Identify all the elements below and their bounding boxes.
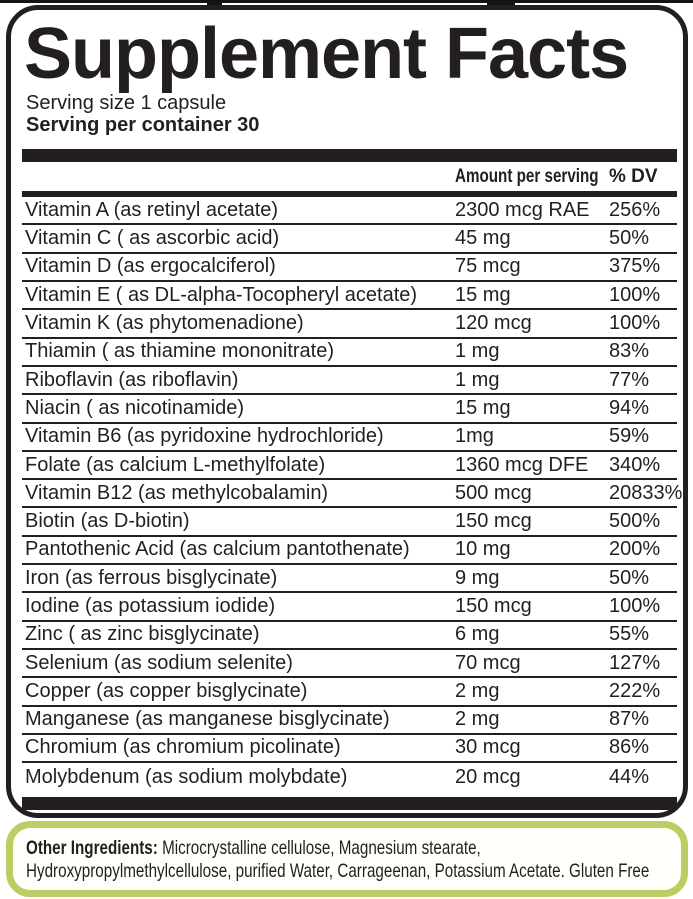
nutrient-dv: 100% <box>609 312 661 335</box>
column-header-dv: % DV <box>609 165 658 187</box>
nutrient-dv: 100% <box>609 283 661 306</box>
nutrient-name: Pantothenic Acid (as calcium pantothenate) <box>25 538 410 561</box>
nutrient-amount: 6 mg <box>455 623 500 646</box>
nutrient-dv: 50% <box>609 566 650 589</box>
nutrient-name: Selenium (as sodium selenite) <box>25 651 293 674</box>
nutrient-name: Chromium (as chromium picolinate) <box>25 736 341 759</box>
nutrient-dv: 59% <box>609 425 650 448</box>
nutrient-name: Vitamin K (as phytomenadione) <box>25 312 304 335</box>
nutrient-name: Folate (as calcium L-methylfolate) <box>25 453 326 476</box>
divider-thick-top <box>22 149 677 162</box>
nutrient-amount: 2 mg <box>455 679 500 702</box>
panel-title: Supplement Facts <box>24 14 629 94</box>
nutrient-name: Vitamin A (as retinyl acetate) <box>25 198 279 221</box>
nutrient-row <box>22 254 677 282</box>
nutrient-amount: 30 mcg <box>455 736 521 759</box>
nutrient-row <box>22 424 677 452</box>
nutrient-dv: 222% <box>609 679 661 702</box>
nutrient-dv: 87% <box>609 708 650 731</box>
other-ingredients-line1: Microcrystalline cellulose, Magnesium stearate, <box>157 837 481 859</box>
nutrient-name: Iron (as ferrous bisglycinate) <box>25 566 278 589</box>
other-ingredients-heading: Other Ingredients: <box>26 837 158 859</box>
nutrient-name: Vitamin B6 (as pyridoxine hydrochloride) <box>25 425 384 448</box>
divider-thick-bottom <box>22 797 677 810</box>
nutrient-amount: 10 mg <box>455 538 511 561</box>
serving-size-text: Serving size 1 capsule <box>26 92 227 114</box>
nutrient-name: Riboflavin (as riboflavin) <box>25 368 239 391</box>
nutrient-name: Niacin ( as nicotinamide) <box>25 396 244 419</box>
nutrient-amount: 1 mg <box>455 368 500 391</box>
nutrient-dv: 256% <box>609 198 661 221</box>
nutrient-amount: 500 mcg <box>455 481 532 504</box>
nutrient-name: Copper (as copper bisglycinate) <box>25 679 308 702</box>
sheet-edge-line <box>0 0 693 3</box>
nutrient-row <box>22 763 677 791</box>
nutrient-row <box>22 678 677 706</box>
nutrient-dv: 500% <box>609 510 661 533</box>
nutrient-amount: 15 mg <box>455 396 511 419</box>
nutrient-amount: 120 mcg <box>455 312 532 335</box>
nutrient-name: Vitamin D (as ergocalciferol) <box>25 255 276 278</box>
nutrient-amount: 2 mg <box>455 708 500 731</box>
nutrient-row <box>22 622 677 650</box>
nutrient-name: Vitamin E ( as DL-alpha-Tocopheryl acetate) <box>25 283 418 306</box>
nutrient-amount: 15 mg <box>455 283 511 306</box>
nutrient-name: Vitamin B12 (as methylcobalamin) <box>25 481 329 504</box>
nutrient-row <box>22 565 677 593</box>
nutrient-dv: 55% <box>609 623 650 646</box>
nutrient-name: Molybdenum (as sodium molybdate) <box>25 765 348 788</box>
nutrient-row <box>22 339 677 367</box>
nutrient-dv: 44% <box>609 765 650 788</box>
nutrient-amount: 20 mcg <box>455 765 521 788</box>
nutrient-dv: 77% <box>609 368 650 391</box>
nutrient-row <box>22 282 677 310</box>
nutrient-dv: 100% <box>609 594 661 617</box>
nutrient-dv: 20833% <box>609 481 683 504</box>
nutrient-amount: 9 mg <box>455 566 500 589</box>
nutrient-name: Manganese (as manganese bisglycinate) <box>25 708 390 731</box>
nutrient-amount: 45 mg <box>455 227 511 250</box>
facts-rows <box>22 197 683 791</box>
nutrient-dv: 200% <box>609 538 661 561</box>
column-header-row <box>22 162 677 191</box>
nutrient-row <box>22 707 677 735</box>
nutrient-row <box>22 367 677 395</box>
nutrient-row <box>22 650 677 678</box>
nutrient-dv: 50% <box>609 227 650 250</box>
nutrient-dv: 83% <box>609 340 650 363</box>
nutrient-row <box>22 197 677 225</box>
other-ingredients-text <box>26 837 666 884</box>
nutrient-name: Vitamin C ( as ascorbic acid) <box>25 227 280 250</box>
nutrient-dv: 340% <box>609 453 661 476</box>
nutrient-row <box>22 593 677 621</box>
nutrient-amount: 1mg <box>455 425 494 448</box>
nutrient-row <box>22 480 683 508</box>
nutrient-row <box>22 452 677 480</box>
nutrient-dv: 86% <box>609 736 650 759</box>
nutrient-amount: 70 mcg <box>455 651 521 674</box>
nutrient-amount: 2300 mcg RAE <box>455 198 590 221</box>
nutrient-name: Thiamin ( as thiamine mononitrate) <box>25 340 335 363</box>
nutrient-row <box>22 395 677 423</box>
nutrient-name: Iodine (as potassium iodide) <box>25 594 276 617</box>
other-ingredients-line2: Hydroxypropylmethylcellulose, purified Water, Carrageenan, Potassium Acetate. Gluten Free <box>26 860 650 883</box>
column-header-amount: Amount per serving <box>455 165 599 187</box>
nutrient-row <box>22 735 677 763</box>
servings-per-container-text: Serving per container 30 <box>26 113 260 136</box>
nutrient-row <box>22 225 677 253</box>
nutrient-dv: 127% <box>609 651 661 674</box>
nutrient-dv: 375% <box>609 255 661 278</box>
other-ingredients-box <box>6 821 688 897</box>
nutrient-row <box>22 508 677 536</box>
supplement-facts-panel <box>6 5 688 818</box>
nutrient-amount: 150 mcg <box>455 594 532 617</box>
nutrient-amount: 75 mcg <box>455 255 521 278</box>
nutrient-name: Zinc ( as zinc bisglycinate) <box>25 623 260 646</box>
nutrient-dv: 94% <box>609 396 650 419</box>
nutrient-row <box>22 310 677 338</box>
nutrient-amount: 150 mcg <box>455 510 532 533</box>
nutrient-name: Biotin (as D-biotin) <box>25 510 190 533</box>
nutrient-row <box>22 537 677 565</box>
nutrient-amount: 1360 mcg DFE <box>455 453 589 476</box>
nutrient-amount: 1 mg <box>455 340 500 363</box>
